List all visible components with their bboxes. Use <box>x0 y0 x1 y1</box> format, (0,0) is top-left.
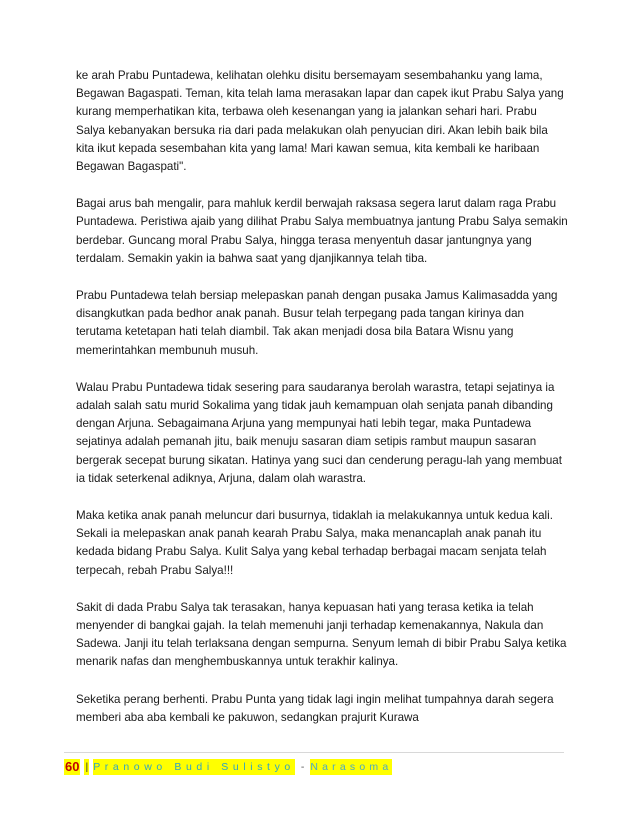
paragraph-2: Bagai arus bah mengalir, para mahluk kerdil berwajah raksasa segera larut dalam raga Prabu Puntadewa. Peristiwa ajaib yang dilihat Prabu Salya membuatnya jantung Prabu Salya semakin berdebar. Guncang moral Prabu Salya, hingga terasa menyentuh dasar jantungnya yang terdalam. Semakin yakin ia bahwa saat yang djanjikannya telah tiba. <box>76 197 568 265</box>
page-footer <box>64 759 392 775</box>
footer-divider <box>64 752 564 753</box>
paragraph-5: Maka ketika anak panah meluncur dari busurnya, tidaklah ia melakukannya untuk kedua kali. Sekali ia melepaskan anak panah kearah Prabu Salya, maka menancaplah anak panah itu kedada bidang Prabu Salya. Kulit Salya yang kebal terhadap berbagai macam senjata telah terpecah, rebah Prabu Salya!!! <box>76 509 553 577</box>
footer-book-title: Narasoma <box>310 761 393 773</box>
page-number: 60 <box>65 759 80 774</box>
footer-dash: - <box>300 761 305 773</box>
paragraph-3: Prabu Puntadewa telah bersiap melepaskan panah dengan pusaka Jamus Kalimasadda yang disangkutkan pada bedhor anak panah. Busur telah terpegang pada tangan kirinya dan terutama ketetapan hati telah diambil. Tak akan menjadi dosa bila Batara Wisnu yang memerintahkan membunuh musuh. <box>76 289 558 357</box>
footer-separator: | <box>85 761 89 773</box>
paragraph-6: Sakit di dada Prabu Salya tak terasakan, hanya kepuasan hati yang terasa ketika ia telah menyender di bangkai gajah. Ia telah memenuhi janji terhadap kemenakannya, Nakula dan Sadewa. Janji itu telah terlaksana dengan sempurna. Senyum lemah di bibir Prabu Salya ketika menarik nafas dan menghembuskannya untuk terakhir kalinya. <box>76 600 567 669</box>
footer-author: Pranowo Budi Sulistyo <box>93 761 295 773</box>
paragraph-1: ke arah Prabu Puntadewa, kelihatan olehku disitu bersemayam sesembahanku yang lama, Begawan Bagaspati. Teman, kita telah lama merasakan lapar dan capek ikut Prabu Salya yang kurang memperhatikan kita, terbawa oleh kesenangan yang ia jalankan sehari hari. Prabu Salya kebanyakan bersuka ria dari pada melakukan olah penyucian diri. Akan lebih baik bila kita ikut kepada sesembahan kita yang lama! Mari kawan semua, kita kembali ke haribaan Begawan Bagaspati". <box>76 69 564 174</box>
page-body <box>76 67 568 746</box>
paragraph-7: Seketika perang berhenti. Prabu Punta yang tidak lagi ingin melihat tumpahnya darah segera memberi aba aba kembali ke pakuwon, sedangkan prajurit Kurawa <box>76 692 554 724</box>
paragraph-4: Walau Prabu Puntadewa tidak sesering para saudaranya berolah warastra, tetapi sejatinya ia adalah salah satu murid Sokalima yang tidak jauh kemampuan olah senjata panah dibanding dengan Arjuna. Sebagaimana Arjuna yang mempunyai hati lebih tegar, maka Puntadewa sejatinya adalah pemanah jitu, baik menuju sasaran diam setipis rambut maupun sasaran bergerak secepat burung sikatan. Hatinya yang suci dan cenderung peragu-lah yang membuat ia tidak seterkenal adiknya, Arjuna, dalam olah warastra. <box>76 380 562 485</box>
